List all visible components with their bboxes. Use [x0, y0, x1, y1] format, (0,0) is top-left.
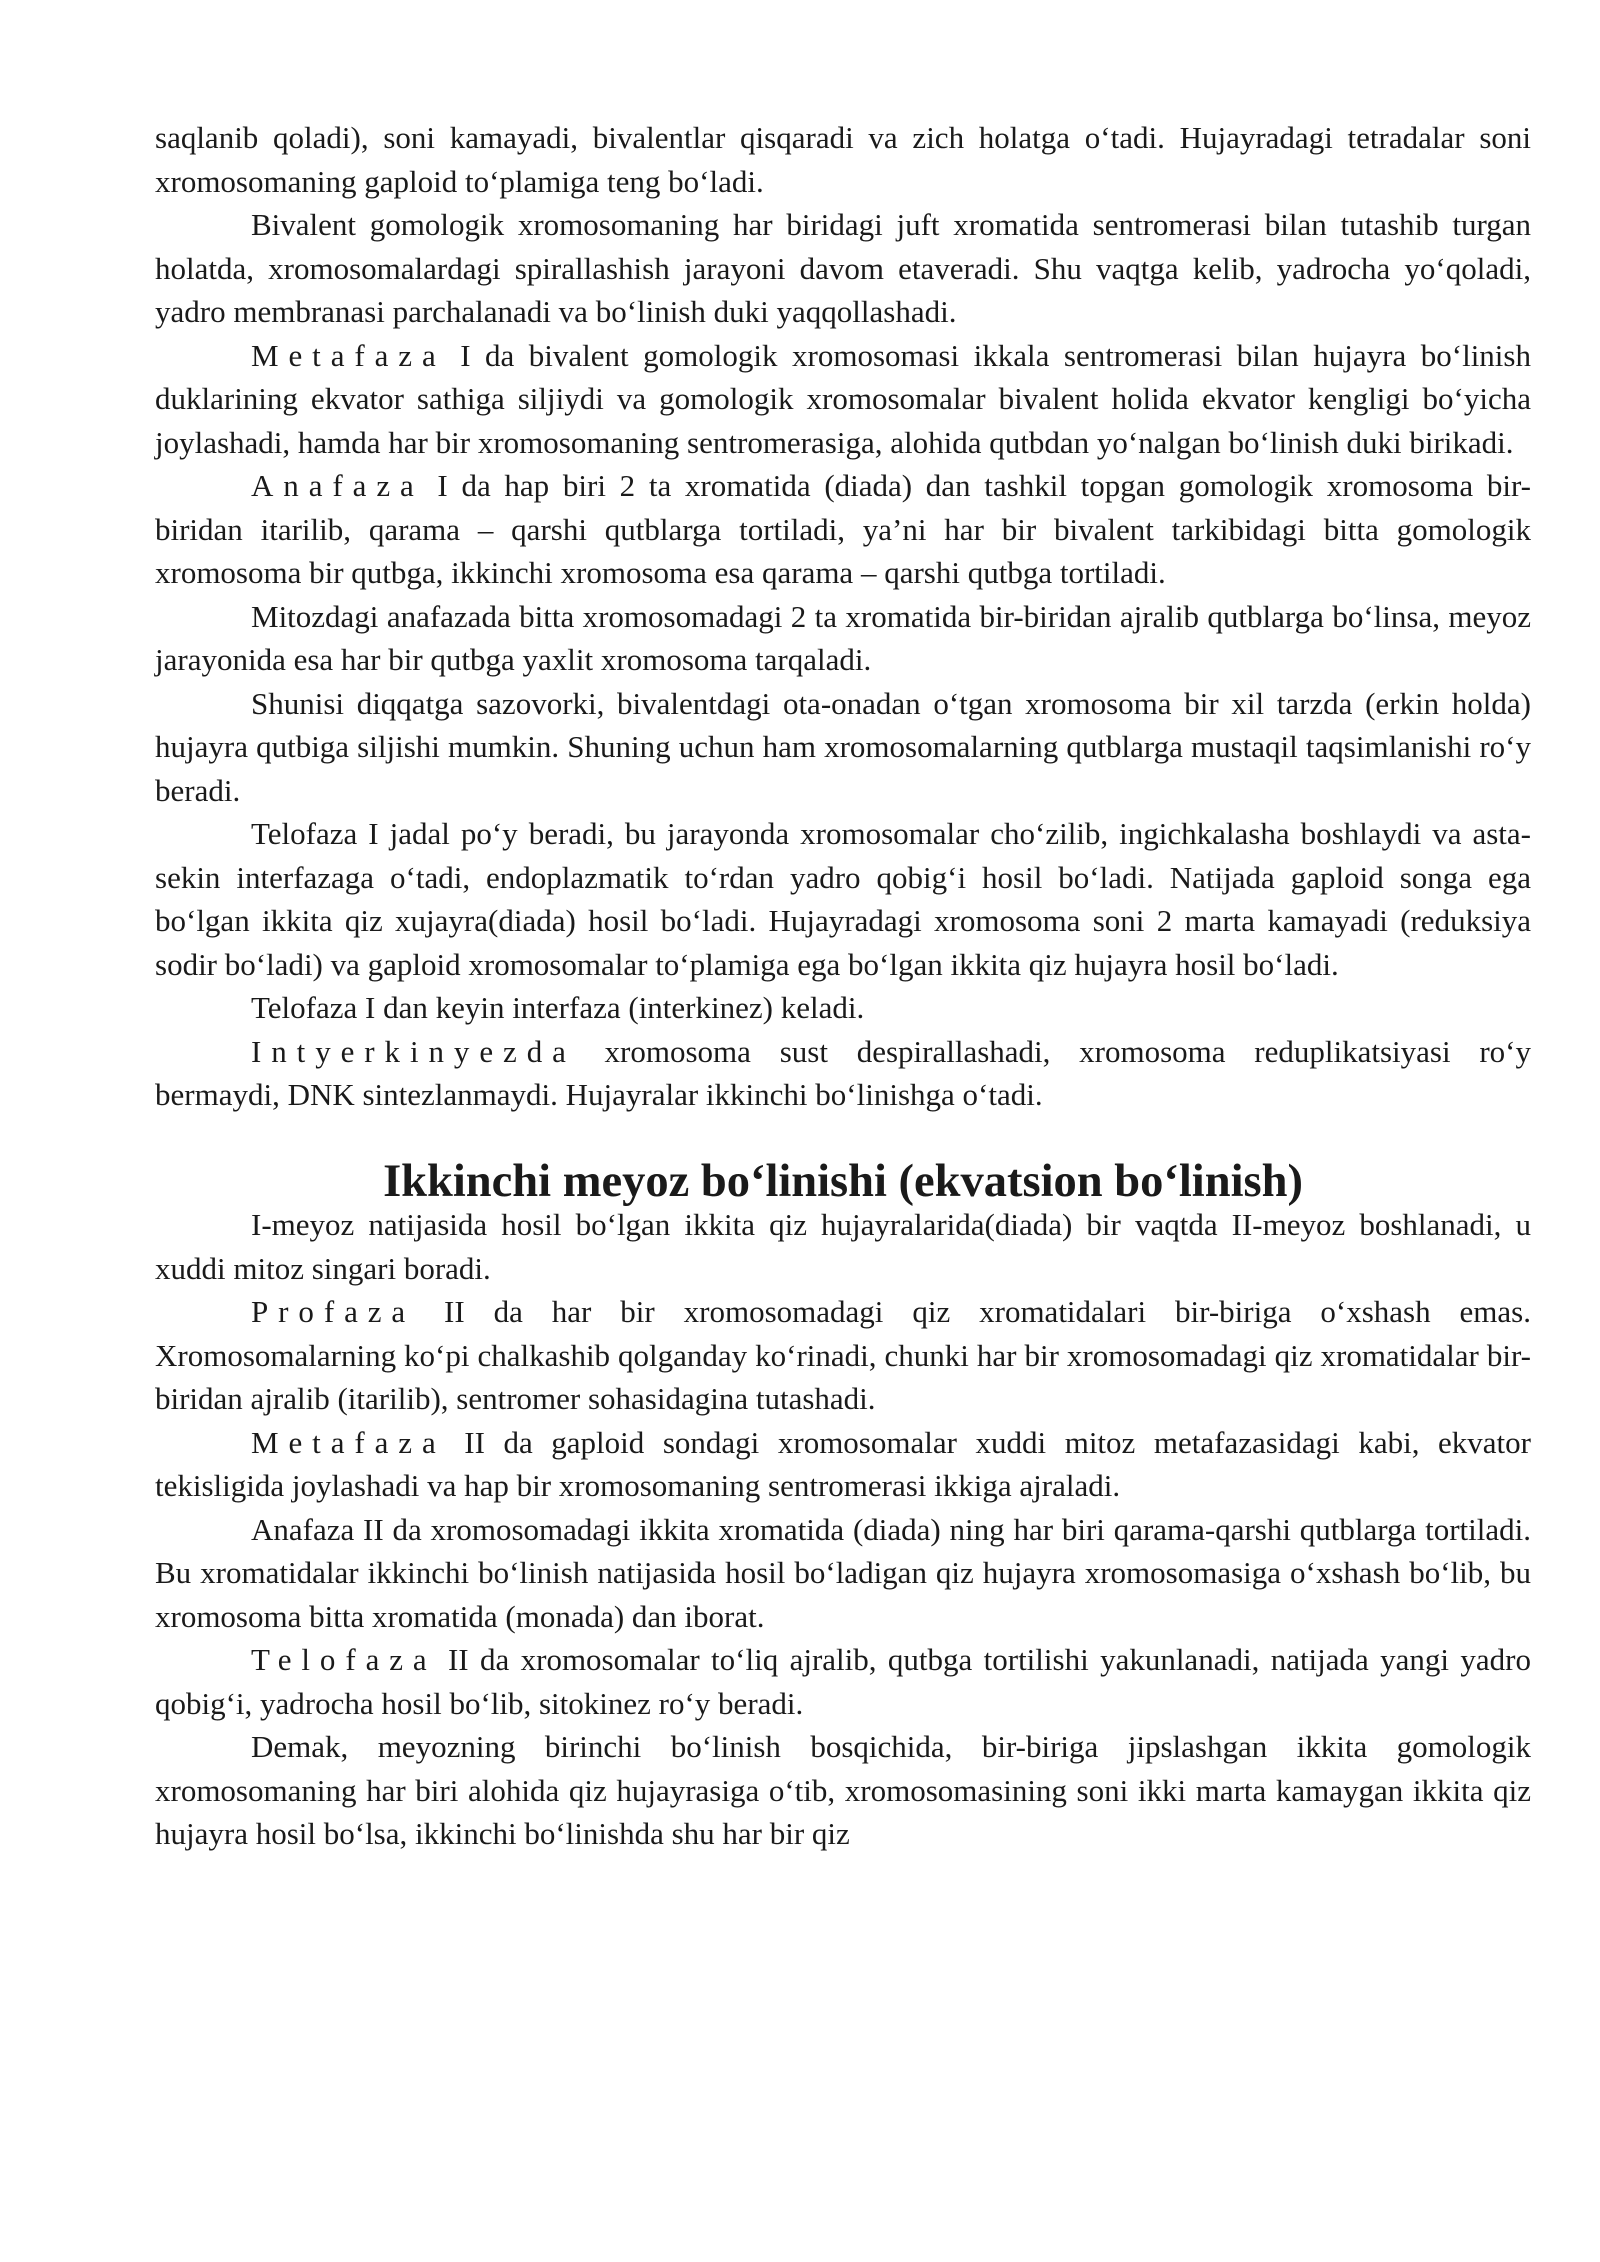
- paragraph-anafaza-1: [155, 464, 1531, 595]
- spaced-term: Intyerkinyezda: [251, 1033, 576, 1069]
- paragraph-interfaza: [155, 986, 1531, 1030]
- paragraph-metafaza-2: [155, 1421, 1531, 1508]
- paragraph-anafaza-2: [155, 1508, 1531, 1639]
- paragraph-shunisi: [155, 682, 1531, 813]
- paragraph-text: Demak, meyozning birinchi bo‘linish bosqichida, bir-biriga jipslashgan ikkita gomologik xromosomaning har biri alohida qiz hujayrasiga o‘tib, xromosomasining soni ikki marta kamaygan ikkita qiz hujayra hosil bo‘lsa, ikkinchi bo‘linishda shu har bir qiz: [155, 1729, 1531, 1851]
- paragraph-1: [155, 116, 1531, 203]
- paragraph-demak: [155, 1725, 1531, 1856]
- paragraph-profaza-2: [155, 1290, 1531, 1421]
- paragraph-text: II da har bir xromosomadagi qiz xromatidalari bir-biriga o‘xshash emas. Xromosomalarning ko‘pi chalkashib qolganday ko‘rinadi, chunki har bir xromosomadagi qiz xromatidalar bir-biridan ajralib (itarilib), sentromer sohasidagina tutashadi.: [155, 1294, 1531, 1416]
- paragraph-text: saqlanib qoladi), soni kamayadi, bivalentlar qisqaradi va zich holatga o‘tadi. Hujayradagi tetradalar soni xromosomaning gaploid to‘plamiga teng bo‘ladi.: [155, 120, 1531, 199]
- paragraph-metafaza-1: [155, 334, 1531, 465]
- paragraph-text: Telofaza I dan keyin interfaza (interkinez) keladi.: [251, 990, 865, 1025]
- paragraph-text: xromosoma sust despirallashadi, xromosoma reduplikatsiyasi ro‘y bermaydi, DNK sintezlanmaydi. Hujayralar ikkinchi bo‘linishga o‘tadi.: [155, 1033, 1531, 1112]
- paragraph-telofaza-1: [155, 812, 1531, 986]
- paragraph-text: Mitozdagi anafazada bitta xromosomadagi 2 ta xromatida bir-biridan ajralib qutblarga bo‘linsa, meyoz jarayonida esa har bir qutbga yaxlit xromosoma tarqaladi.: [155, 598, 1531, 677]
- spaced-term: Profaza: [251, 1294, 416, 1329]
- paragraph-meyoz-2: [155, 1203, 1531, 1290]
- paragraph-text: II da gaploid sondagi xromosomalar xuddi mitoz metafazasidagi kabi, ekvator tekisligida joylashadi va hap bir xromosomaning sentromerasi ikkiga ajraladi.: [155, 1424, 1531, 1503]
- paragraph-2: [155, 203, 1531, 334]
- paragraph-text: Telofaza I jadal po‘y beradi, bu jarayonda xromosomalar cho‘zilib, ingichkalasha boshlaydi va asta-sekin interfazaga o‘tadi, endoplazmatik to‘rdan yadro qobig‘i hosil bo‘ladi. Natijada gaploid songa ega bo‘lgan ikkita qiz xujayra(diada) hosil bo‘ladi. Hujayradagi xromosoma soni 2 marta kamayadi (reduksiya sodir bo‘ladi) va gaploid xromosomalar to‘plamiga ega bo‘lgan ikkita qiz hujayra hosil bo‘ladi.: [155, 816, 1531, 982]
- paragraph-text: Bivalent gomologik xromosomaning har biridagi juft xromatida sentromerasi bilan tutashib turgan holatda, xromosomalardagi spirallashish jarayoni davom etaveradi. Shu vaqtga kelib, yadrocha yo‘qoladi, yadro membranasi parchalanadi va bo‘linish duki yaqqollashadi.: [155, 207, 1531, 329]
- paragraph-text: I-meyoz natijasida hosil bo‘lgan ikkita qiz hujayralarida(diada) bir vaqtda II-meyoz boshlanadi, u xuddi mitoz singari boradi.: [155, 1207, 1531, 1286]
- paragraph-text: Anafaza II da xromosomadagi ikkita xromatida (diada) ning har biri qarama-qarshi qutblarga tortiladi. Bu xromatidalar ikkinchi bo‘linish natijasida hosil bo‘ladigan qiz hujayra xromosomasiga o‘xshash bo‘lib, bu xromosoma bitta xromatida (monada) dan iborat.: [155, 1511, 1531, 1634]
- section-heading: Ikkinchi meyoz bo‘linishi (ekvatsion bo‘linish): [383, 1155, 1303, 1207]
- spaced-term: Telofaza: [251, 1642, 437, 1677]
- document-page: [155, 116, 1531, 1856]
- paragraph-text: I da bivalent gomologik xromosomasi ikkala sentromerasi bilan hujayra bo‘linish duklarining ekvator sathiga siljiydi va gomologik xromosomalar bivalent holida ekvator kengligi bo‘yicha joylashadi, hamda har bir xromosomaning sentromerasiga, alohida qutbdan yo‘nalgan bo‘linish duki birikadi.: [155, 337, 1531, 460]
- paragraph-interkinez: [155, 1030, 1531, 1117]
- spaced-term: Metafaza: [251, 337, 446, 373]
- paragraph-text: I da hap biri 2 ta xromatida (diada) dan tashkil topgan gomologik xromosoma bir-biridan itarilib, qarama – qarshi qutblarga tortiladi, ya’ni har bir bivalent tarkibidagi bitta gomologik xromosoma bir qutbga, ikkinchi xromosoma esa qarama – qarshi qutbga tortiladi.: [155, 468, 1531, 590]
- spaced-term: Metafaza: [251, 1424, 446, 1460]
- paragraph-telofaza-2: [155, 1638, 1531, 1725]
- paragraph-text: Shunisi diqqatga sazovorki, bivalentdagi ota-onadan o‘tgan xromosoma bir xil tarzda (erkin holda) hujayra qutbiga siljishi mumkin. Shuning uchun ham xromosomalarning qutblarga mustaqil taqsimlanishi ro‘y beradi.: [155, 685, 1531, 808]
- spaced-term: Anafaza: [251, 468, 424, 503]
- paragraph-mitoz: [155, 595, 1531, 682]
- paragraph-text: II da xromosomalar to‘liq ajralib, qutbga tortilishi yakunlanadi, natijada yangi yadro qobig‘i, yadrocha hosil bo‘lib, sitokinez ro‘y beradi.: [155, 1642, 1531, 1721]
